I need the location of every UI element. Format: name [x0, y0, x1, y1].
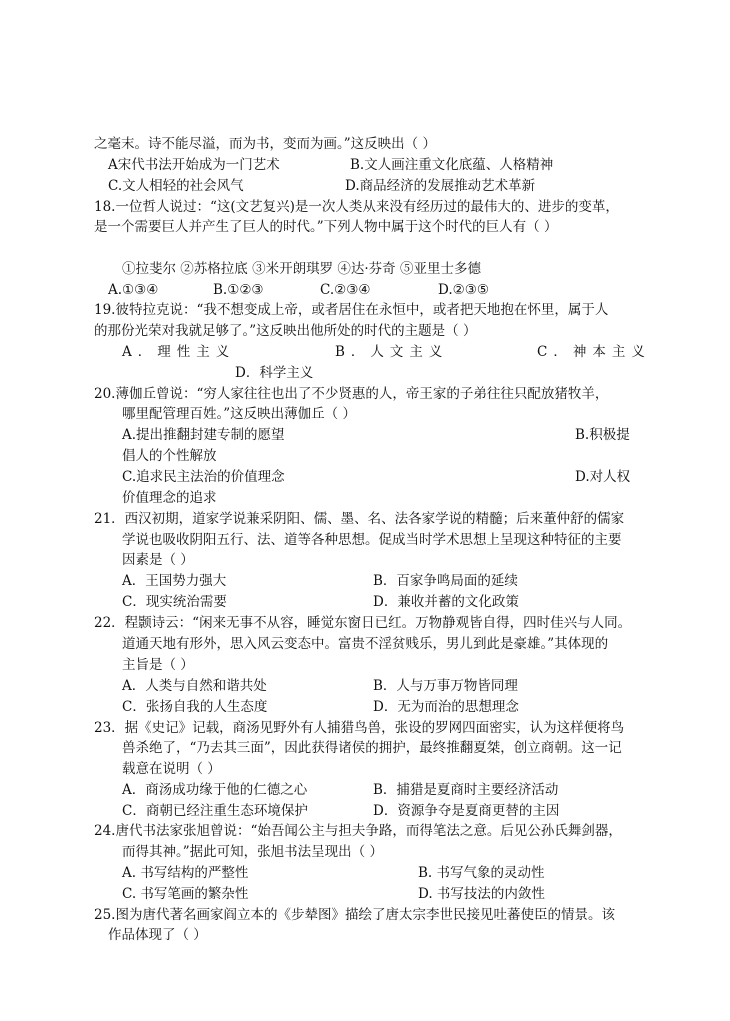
q17-option-b: B.文人画注重文化底蕴、人格精神	[350, 157, 554, 173]
q21-option-d: D．兼收并蓄的文化政策	[373, 594, 519, 610]
q18-people-list: ①拉斐尔 ②苏格拉底 ③米开朗琪罗 ④达·芬奇 ⑤亚里士多德	[122, 261, 481, 277]
q23-stem-line2: 兽杀绝了，“乃去其三面”，因此获得诸侯的拥护，最终推翻夏桀，创立商朝。这一记	[122, 740, 622, 756]
q19-option-b: B．人文主义	[335, 344, 449, 360]
q18-option-d: D.②③⑤	[438, 282, 489, 298]
q17-option-c: C.文人相轻的社会风气	[108, 178, 244, 194]
q17-option-d: D.商品经济的发展推动艺术革新	[345, 178, 536, 194]
q23-stem-line3: 载意在说明（ ）	[122, 761, 221, 777]
q20-option-d-tail: 价值理念的追求	[122, 490, 217, 506]
q23-stem-line1: 23．据《史记》记载，商汤见野外有人捕猎鸟兽，张设的罗网四面密实，认为这样便将鸟	[94, 720, 625, 736]
q21-stem-line3: 因素是（ ）	[122, 552, 194, 568]
q18-stem-line2: 是一个需要巨人并产生了巨人的时代。”下列人物中属于这个时代的巨人有（ ）	[94, 219, 558, 235]
q20-stem-line1: 20.薄伽丘曾说：“穷人家往往也出了不少贤惠的人，帝王家的子弟往往只配放猪牧羊，	[94, 386, 609, 402]
q20-option-d-head: D.对人权	[575, 469, 631, 485]
q23-option-c: C．商朝已经注重生态环境保护	[122, 803, 308, 819]
q21-stem-line2: 学说也吸收阴阳五行、法、道等各种思想。促成当时学术思想上呈现这种特征的主要	[122, 532, 622, 548]
q18-option-a: A.①③④	[108, 282, 159, 298]
q20-option-b-tail: 倡人的个性解放	[122, 448, 217, 464]
q24-option-b: B. 书写气象的灵动性	[418, 865, 545, 881]
q22-option-c: C．张扬自我的人生态度	[122, 699, 268, 715]
q18-stem-line1: 18.一位哲人说过：“这(文艺复兴)是一次人类从来没有经历过的最伟大的、进步的变革，	[94, 199, 619, 215]
q22-option-d: D．无为而治的思想理念	[373, 699, 519, 715]
q21-option-b: B．百家争鸣局面的延续	[373, 573, 518, 589]
q20-option-c: C.追求民主法治的价值理念	[122, 469, 285, 485]
q22-option-a: A．人类与自然和谐共处	[122, 678, 267, 694]
q22-option-b: B．人与万事万物皆同理	[373, 678, 518, 694]
q23-option-a: A．商汤成功缘于他的仁德之心	[122, 782, 308, 798]
q18-option-b: B.①②③	[213, 282, 264, 298]
q23-option-d: D．资源争夺是夏商更替的主因	[373, 803, 560, 819]
q18-option-c: C.②③④	[320, 282, 371, 298]
q22-stem-line1: 22．程颢诗云：“闲来无事不从容，睡觉东窗日已红。万物静观皆自得，四时佳兴与人同。	[94, 615, 632, 631]
q17-option-a: A宋代书法开始成为一门艺术	[108, 157, 280, 173]
q24-stem-line2: 而得其神。”据此可知，张旭书法呈现出（ ）	[122, 844, 383, 860]
q21-stem-line1: 21．西汉初期，道家学说兼采阴阳、儒、墨、名、法各家学说的精髓；后来董仲舒的儒家	[94, 511, 625, 527]
q20-stem-line2: 哪里配管理百姓。”这反映出薄伽丘（ ）	[122, 406, 356, 422]
q20-option-a: A.提出推翻封建专制的愿望	[122, 427, 285, 443]
q23-option-b: B．捕猎是夏商时主要经济活动	[373, 782, 559, 798]
q20-option-b-head: B.积极提	[575, 427, 630, 443]
q19-option-d: D．科学主义	[235, 365, 314, 381]
q22-stem-line3: 主旨是（ ）	[122, 657, 194, 673]
q22-stem-line2: 道通天地有形外，思入风云变态中。富贵不淫贫贱乐，男儿到此是豪雄。”其体现的	[122, 636, 609, 652]
q19-stem-line1: 19.彼特拉克说：“我不想变成上帝，或者居住在永恒中，或者把天地抱在怀里，属于人	[94, 302, 609, 318]
q17-stem-tail: 之毫末。诗不能尽溢，而为书，变而为画。”这反映出（ ）	[94, 136, 436, 152]
q19-stem-line2: 的那份光荣对我就足够了。”这反映出他所处的时代的主题是（ ）	[94, 323, 477, 339]
q21-option-a: A．王国势力强大	[122, 573, 227, 589]
q19-option-a: A．理性主义	[122, 344, 236, 360]
q21-option-c: C．现实统治需要	[122, 594, 227, 610]
q24-option-d: D. 书写技法的内敛性	[418, 886, 545, 902]
q24-option-c: C. 书写笔画的繁杂性	[122, 886, 249, 902]
q24-option-a: A. 书写结构的严整性	[122, 865, 249, 881]
q25-stem-line1: 25.图为唐代著名画家阎立本的《步辇图》描绘了唐太宗李世民接见吐蕃使臣的情景。该	[94, 907, 615, 923]
q24-stem-line1: 24.唐代书法家张旭曾说：“始吾闻公主与担夫争路，而得笔法之意。后见公孙氏舞剑器，	[94, 823, 622, 839]
q19-option-c: C．神本主义	[537, 344, 651, 360]
q25-stem-line2: 作品体现了（ ）	[108, 927, 207, 943]
